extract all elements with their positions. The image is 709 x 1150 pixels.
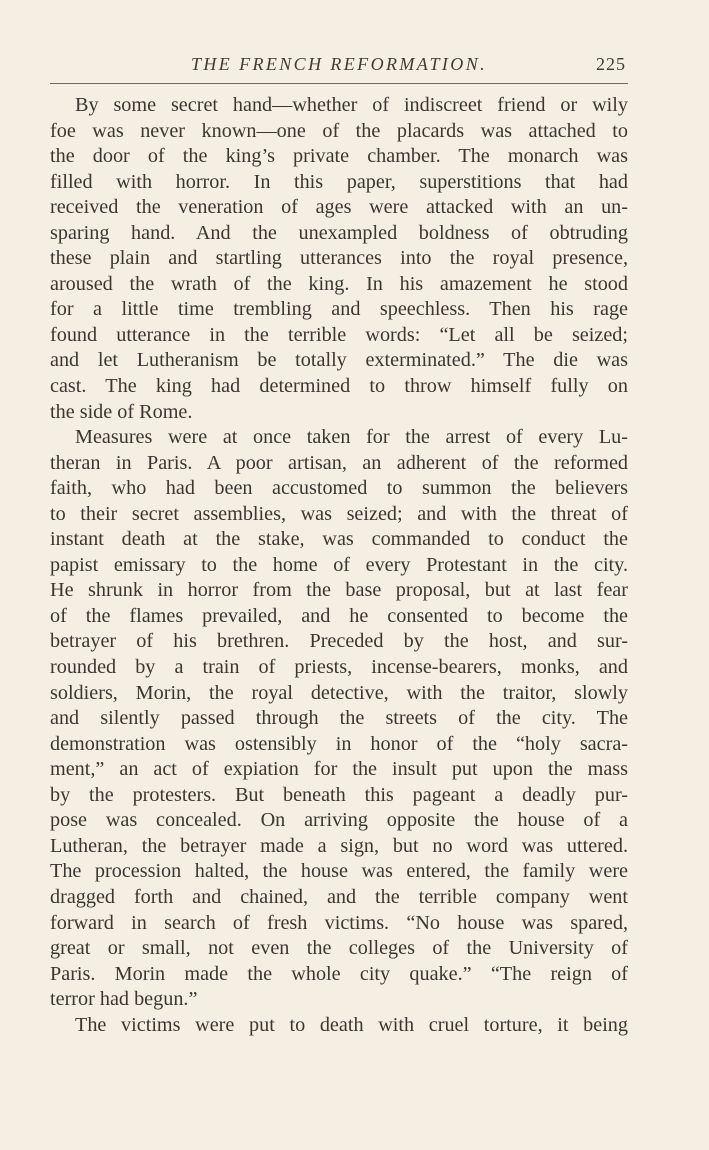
- text-line: He shrunk in horror from the base proposal, but at last fear: [50, 579, 628, 602]
- text-line: The procession halted, the house was entered, the family were: [50, 860, 628, 883]
- text-line: instant death at the stake, was commanded to conduct the: [50, 528, 628, 551]
- text-line: By some secret hand—whether of indiscreet friend or wily: [75, 94, 628, 116]
- book-page: [50, 50, 628, 1140]
- text-line: cast. The king had determined to throw himself fully on: [50, 375, 628, 398]
- text-line: the door of the king’s private chamber. The monarch was: [50, 145, 628, 168]
- body-text: [50, 93, 628, 1038]
- text-line: dragged forth and chained, and the terrible company went: [50, 885, 628, 908]
- text-line: betrayer of his brethren. Preceded by the host, and sur-: [50, 630, 628, 653]
- paragraph-3: [50, 1013, 628, 1039]
- text-line: filled with horror. In this paper, superstitions that had: [50, 170, 628, 193]
- text-line: Paris. Morin made the whole city quake.” “The reign of: [50, 962, 628, 985]
- text-line: terror had begun.”: [50, 988, 198, 1011]
- text-line: sparing hand. And the unexampled boldness of obtruding: [50, 221, 628, 244]
- text-line: received the veneration of ages were attacked with an un-: [50, 196, 628, 219]
- paragraph-1: [50, 93, 628, 425]
- text-line: these plain and startling utterances into the royal presence,: [50, 247, 628, 270]
- text-line: forward in search of fresh victims. “No house was spared,: [50, 911, 628, 934]
- text-line: Measures were at once taken for the arrest of every Lu-: [75, 426, 628, 449]
- text-line: of the flames prevailed, and he consented to become the: [50, 604, 628, 627]
- text-line: demonstration was ostensibly in honor of the “holy sacra-: [50, 732, 628, 755]
- text-line: aroused the wrath of the king. In his amazement he stood: [50, 272, 628, 295]
- text-line: and silently passed through the streets of the city. The: [50, 707, 628, 730]
- text-line: Lutheran, the betrayer made a sign, but no word was uttered.: [50, 834, 628, 857]
- text-line: pose was concealed. On arriving opposite the house of a: [50, 809, 628, 832]
- running-head: [50, 50, 628, 82]
- text-line: found utterance in the terrible words: “Let all be seized;: [50, 323, 628, 346]
- page-number: 225: [596, 54, 626, 74]
- text-line: theran in Paris. A poor artisan, an adherent of the reformed: [50, 451, 628, 474]
- text-line: to their secret assemblies, was seized; and with the threat of: [50, 502, 628, 525]
- header-rule: [50, 83, 628, 84]
- text-line: for a little time trembling and speechless. Then his rage: [50, 298, 628, 321]
- paragraph-2: [50, 425, 628, 1013]
- running-title: THE FRENCH REFORMATION.: [190, 54, 487, 74]
- text-line: by the protesters. But beneath this pageant a deadly pur-: [50, 783, 628, 806]
- text-line: and let Lutheranism be totally exterminated.” The die was: [50, 349, 628, 372]
- text-line: the side of Rome.: [50, 400, 193, 423]
- text-line: faith, who had been accustomed to summon the believers: [50, 477, 628, 500]
- text-line: papist emissary to the home of every Protestant in the city.: [50, 553, 628, 576]
- text-line: rounded by a train of priests, incense-bearers, monks, and: [50, 656, 628, 679]
- text-line: The victims were put to death with cruel torture, it being: [75, 1013, 628, 1036]
- text-line: ment,” an act of expiation for the insult put upon the mass: [50, 758, 628, 781]
- text-line: soldiers, Morin, the royal detective, with the traitor, slowly: [50, 681, 628, 704]
- text-line: foe was never known—one of the placards was attached to: [50, 119, 628, 142]
- text-line: great or small, not even the colleges of the University of: [50, 937, 628, 960]
